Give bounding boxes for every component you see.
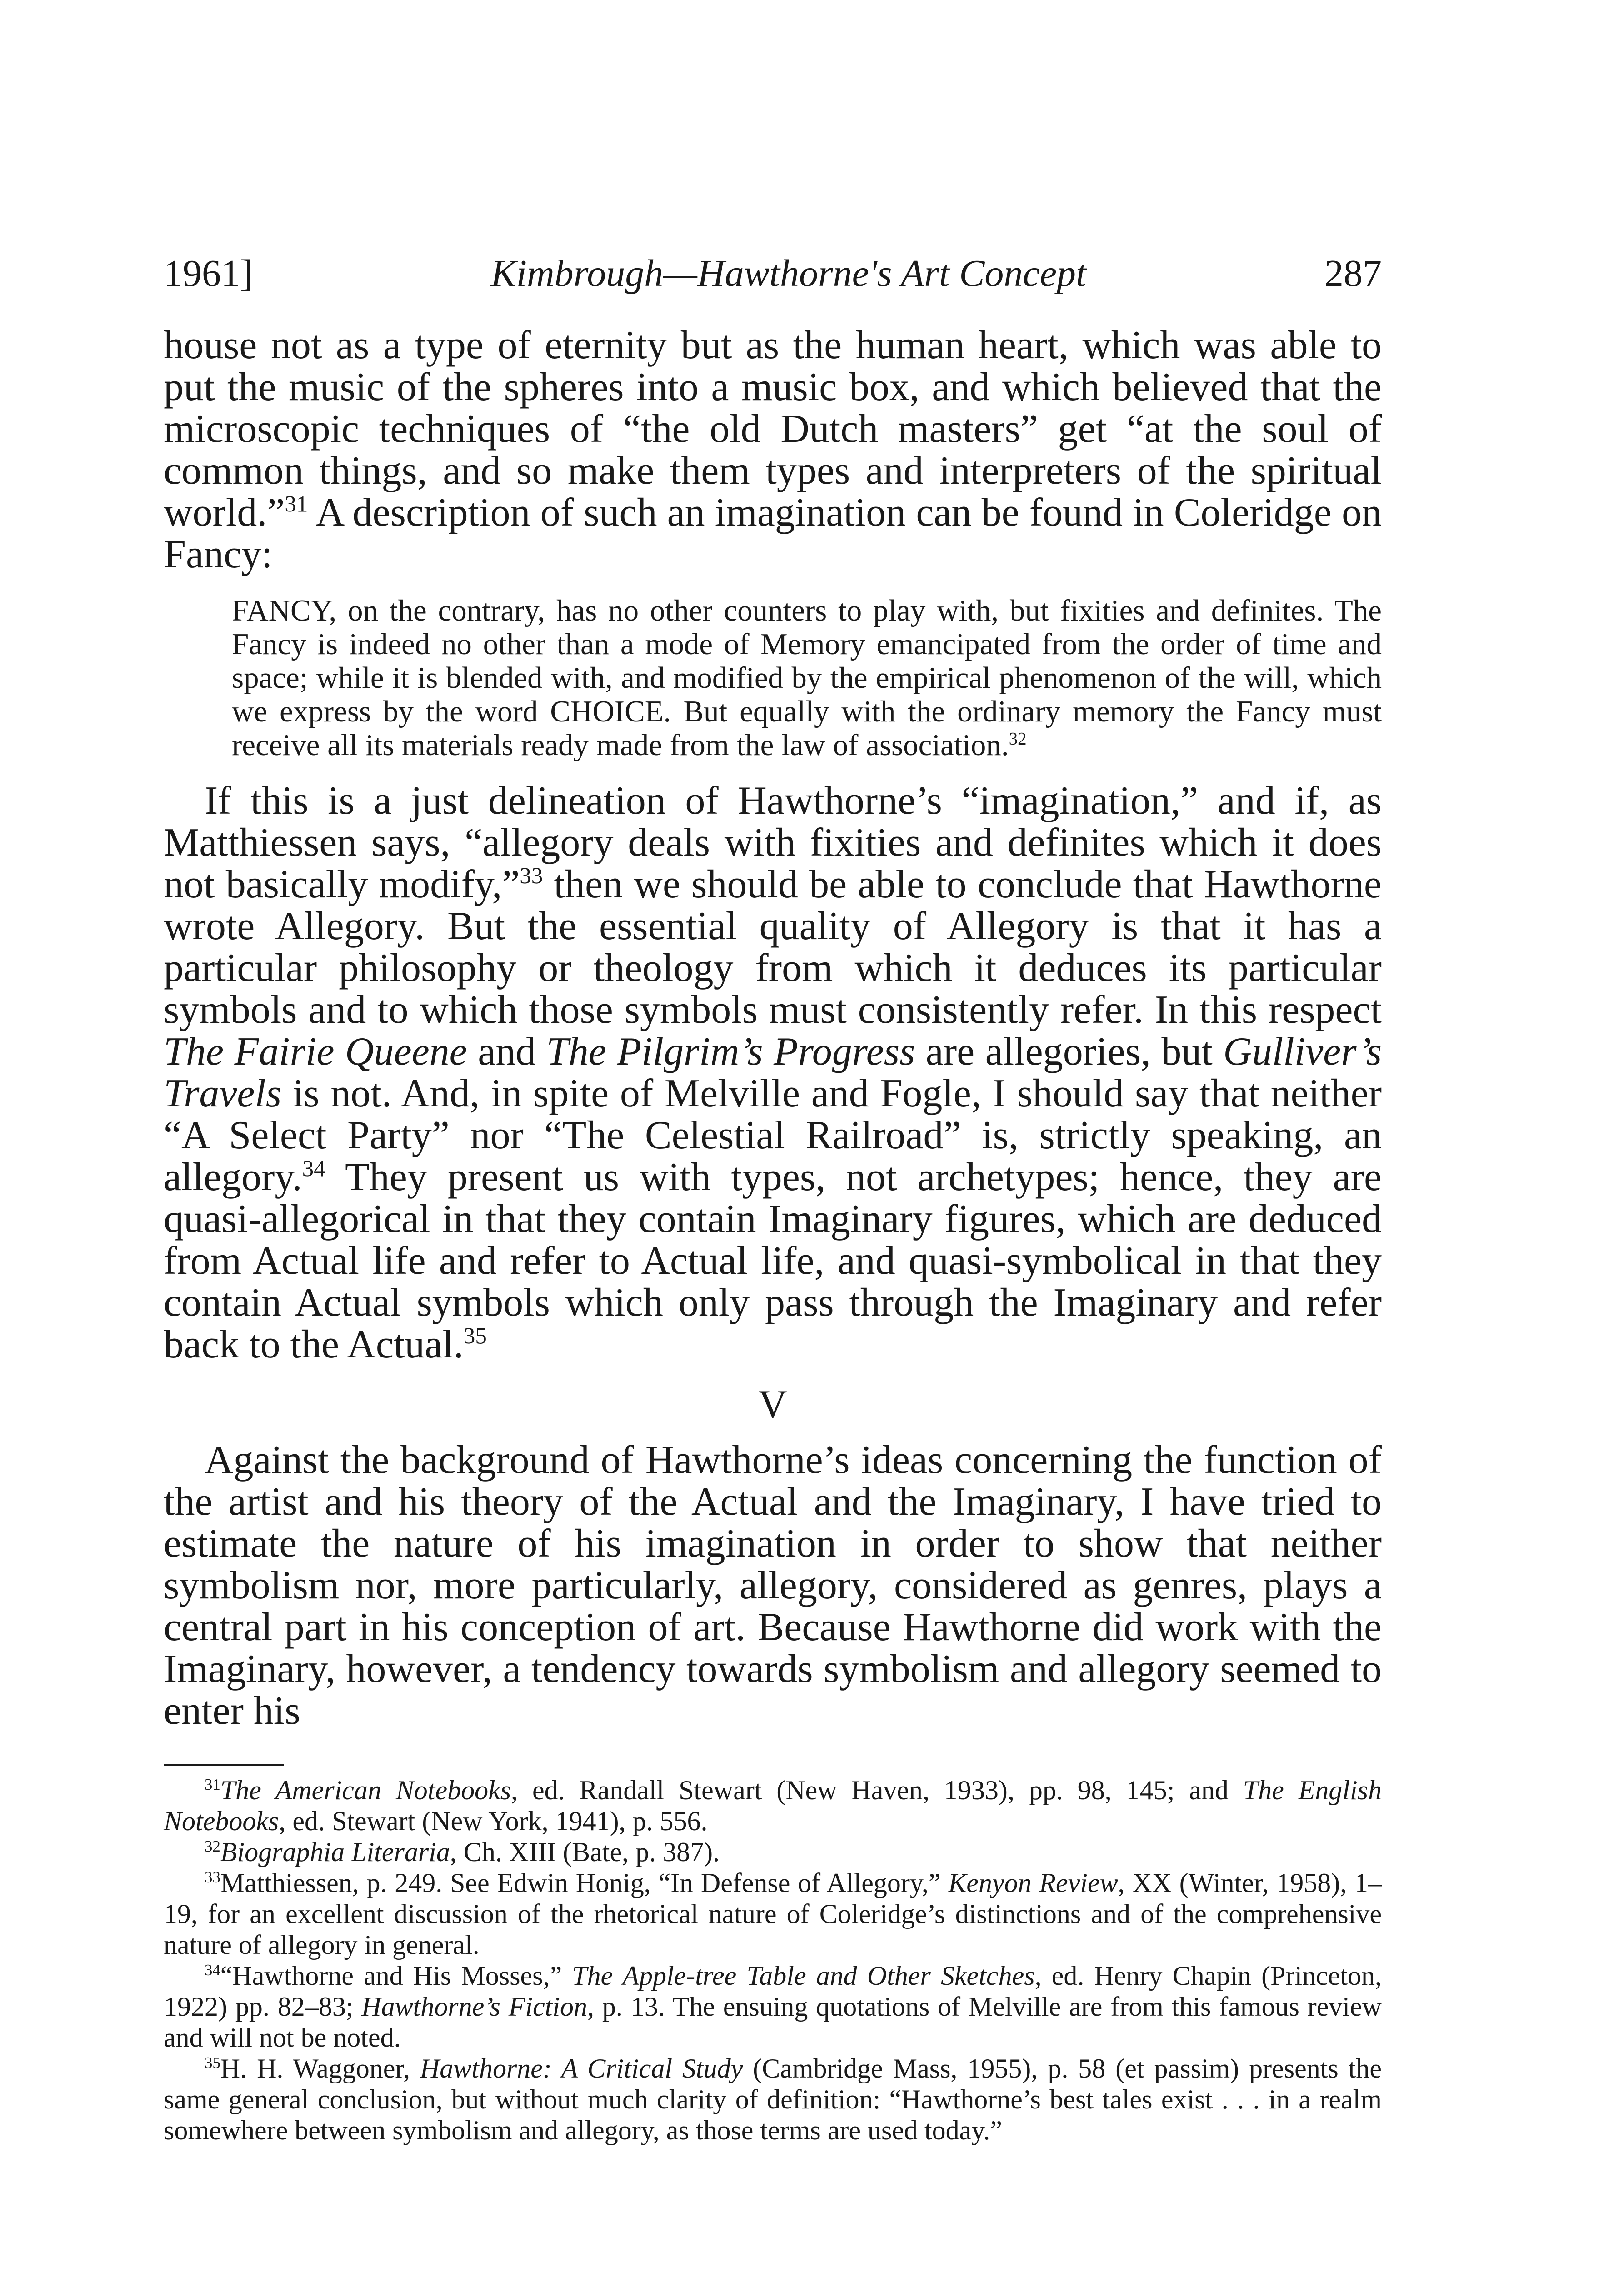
title-fairie-queene: The Fairie Queene (164, 1030, 467, 1074)
footnote-ref-33[interactable]: 33 (520, 863, 543, 889)
paragraph-3: Against the background of Hawthorne’s ideas concerning the function of the artist and his theory of the Actual and the Imaginary, I have tried to estimate the nature of his imagination in order to show that neither symbolism nor, more particularly, allegory, considered as genres, plays a central part in his conception of art. Because Hawthorne did work with the Imaginary, however, a tendency towards symbolism and allegory seemed to enter his (164, 1438, 1382, 1733)
footnote-32 (164, 1837, 1382, 1867)
block-quote-text: FANCY, on the contrary, has no other counters to play with, but fixities and definites. The Fancy is indeed no other than a mode of Memory emancipated from the order of time and space; while it is blended with, and modified by the empirical phenomenon of the will, which we express by the word CHOICE. But equally with the ordinary memory the Fancy must receive all its materials ready made from the law of association. (232, 594, 1382, 762)
running-title: Kimbrough—Hawthorne's Art Concept (490, 252, 1087, 295)
paragraph-2-part-3: and (467, 1030, 546, 1074)
footnote-text: (Cambridge Mass, 1955), p. 58 (et passim) presents the same general conclusion, but without much clarity of definition: “Hawthorne’s best tales exist . . . in a realm somewhere between symbolism and allegory, as those terms are used today.” (164, 2053, 1382, 2145)
paragraph-2-part-1: If this is a just delineation of Hawthorne’s “imagination,” and if, as Matthiessen says, “allegory deals with fixities and definites which it does not basically modify,” (164, 779, 1382, 906)
title-gullivers-travels: Gulliver’s Travels (164, 1030, 1382, 1116)
footnote-ref-32[interactable]: 32 (1009, 729, 1027, 749)
footnote-title: Kenyon Review (948, 1868, 1118, 1898)
footnote-number: 31 (205, 1776, 220, 1793)
footnote-34 (164, 1960, 1382, 2053)
footnote-text: , ed. Stewart (New York, 1941), p. 556. (279, 1806, 708, 1836)
footnote-33 (164, 1867, 1382, 1960)
paragraph-2-part-6: They present us with types, not archetypes; hence, they are quasi-allegorical in that they contain Imaginary figures, which are deduced from Actual life and refer to Actual life, and quasi-symbolical in that they contain Actual symbols which only pass through the Imaginary and refer back to the Actual. (164, 1155, 1382, 1367)
paragraph-2-part-4: are allegories, but (915, 1030, 1224, 1074)
paragraph-1 (164, 325, 1382, 576)
paragraph-1-text: house not as a type of eternity but as the human heart, which was able to put the music of the spheres into a music box, and which believed that the microscopic techniques of “the old Dutch masters” get “at the soul of common things, and so make them types and interpreters of the spiritual world.” (164, 323, 1382, 535)
footnote-divider (164, 1764, 284, 1766)
footnote-35 (164, 2053, 1382, 2146)
footnote-ref-35[interactable]: 35 (463, 1323, 487, 1349)
footnote-ref-34[interactable]: 34 (302, 1156, 325, 1182)
footnote-number: 33 (205, 1868, 220, 1886)
title-pilgrims-progress: The Pilgrim’s Progress (546, 1030, 915, 1074)
footnote-title: The American Notebooks (220, 1775, 511, 1805)
footnote-title: Biographia Literaria (220, 1837, 450, 1867)
footnote-title: The English Notebooks (164, 1775, 1382, 1836)
footnote-title: Hawthorne: A Critical Study (420, 2053, 743, 2083)
paragraph-2 (164, 780, 1382, 1366)
header-year: 1961] (164, 252, 253, 295)
footnote-text: H. H. Waggoner, (220, 2053, 420, 2083)
footnote-text: , p. 13. The ensuing quotations of Melville are from this famous review and will not be noted. (164, 1992, 1382, 2053)
footnote-number: 35 (205, 2054, 220, 2072)
paragraph-2-part-5: is not. And, in spite of Melville and Fogle, I should say that neither “A Select Party” nor “The Celestial Railroad” is, strictly speaking, an allegory. (164, 1071, 1382, 1199)
footnote-title: Hawthorne’s Fiction (361, 1992, 588, 2022)
footnote-text: , ed. Henry Chapin (Princeton, 1922) pp. 82–83; (164, 1961, 1382, 2022)
footnote-text: , ed. Randall Stewart (New Haven, 1933), pp. 98, 145; and (511, 1775, 1243, 1805)
paragraph-2-part-2: then we should be able to conclude that Hawthorne wrote Allegory. But the essential quality of Allegory is that it has a particular philosophy or theology from which it deduces its particular symbols and to which those symbols must consistently refer. In this respect (164, 862, 1382, 1032)
page (164, 252, 1382, 2146)
footnote-title: The Apple-tree Table and Other Sketches (572, 1961, 1035, 1991)
footnote-ref-31[interactable]: 31 (285, 491, 308, 517)
footnote-number: 32 (205, 1837, 220, 1855)
running-header (164, 252, 1382, 295)
footnote-text: , Ch. XIII (Bate, p. 387). (450, 1837, 720, 1867)
footnote-text: Matthiessen, p. 249. See Edwin Honig, “In Defense of Allegory,” (220, 1868, 949, 1898)
page-number: 287 (1324, 252, 1382, 295)
footnote-text: , XX (Winter, 1958), 1–19, for an excellent discussion of the rhetorical nature of Coleridge’s distinctions and of the comprehensive nature of allegory in general. (164, 1868, 1382, 1960)
footnote-number: 34 (205, 1961, 220, 1979)
section-heading: V (758, 1382, 787, 1427)
footnote-31 (164, 1775, 1382, 1837)
paragraph-1-text-after: A description of such an imagination can be found in Coleridge on Fancy: (164, 491, 1382, 576)
footnote-text: “Hawthorne and His Mosses,” (220, 1961, 572, 1991)
block-quote-coleridge (232, 594, 1382, 762)
